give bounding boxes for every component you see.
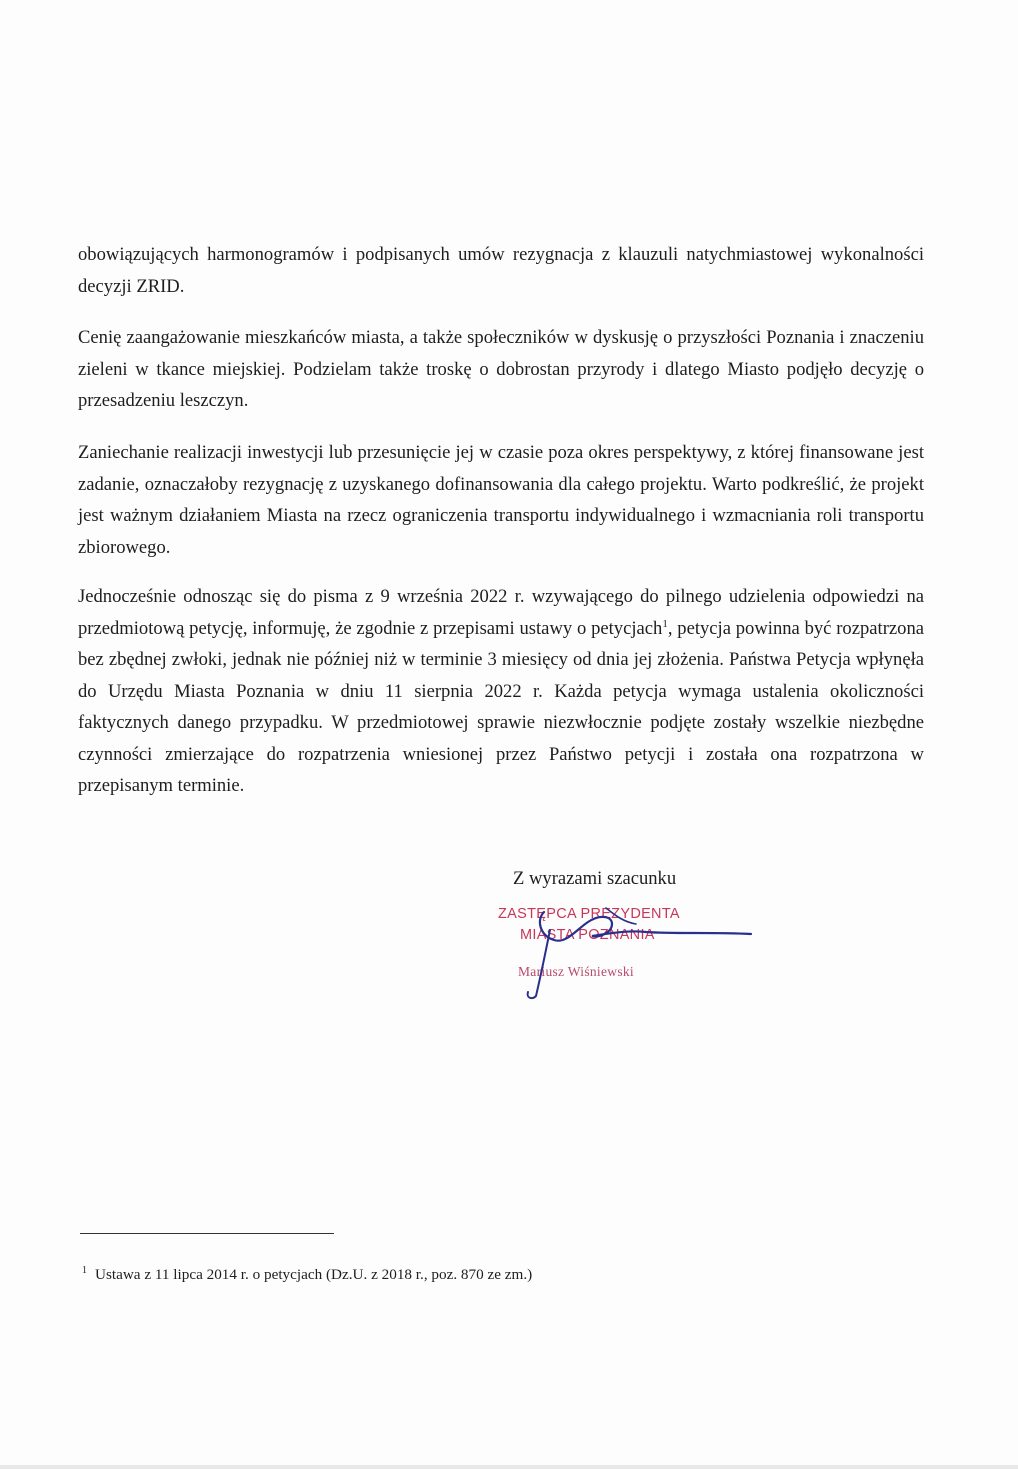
closing-salutation: Z wyrazami szacunku: [513, 868, 677, 889]
footnote-number: 1: [82, 1265, 87, 1276]
paragraph-1-text: obowiązujących harmonogramów i podpisanych umów rezygnacja z klauzuli natychmiastowej wykonalności decyzji ZRID.: [78, 244, 924, 297]
stamp-name: Mariusz Wiśniewski: [518, 964, 634, 979]
stamp-institution: MIASTA POZNANIA: [520, 927, 655, 943]
footnote-reference: 1: [662, 617, 668, 630]
paragraph-2: [78, 322, 924, 417]
paragraph-4-part-1: Jednocześnie odnosząc się do pisma z 9 września 2022 r. wzywającego do pilnego udzielenia odpowiedzi na przedmiotową petycję, informuję, że zgodnie z przepisami ustawy o petycjach: [78, 586, 924, 639]
paragraph-1: [78, 239, 924, 302]
stamp-title: ZASTĘPCA PREZYDENTA: [498, 906, 680, 922]
footnote-separator: [80, 1233, 334, 1234]
paragraph-3-text: Zaniechanie realizacji inwestycji lub przesunięcie jej w czasie poza okres perspektywy, z której finansowane jest zadanie, oznaczałoby rezygnację z uzyskanego dofinansowania dla całego projektu. Warto podkreślić, że projekt jest ważnym działaniem Miasta na rzecz ograniczenia transportu indywidualnego i wzmacniania roli transportu zbiorowego.: [78, 442, 924, 558]
paragraph-3: [78, 437, 924, 563]
footnote-text: Ustawa z 11 lipca 2014 r. o petycjach (Dz.U. z 2018 r., poz. 870 ze zm.): [95, 1266, 533, 1284]
paragraph-4-text: [78, 581, 924, 802]
page-bottom-edge: [0, 1465, 1018, 1469]
paragraph-2-text: Cenię zaangażowanie mieszkańców miasta, a także społeczników w dyskusję o przyszłości Poznania i znaczeniu zieleni w tkance miejskiej. Podzielam także troskę o dobrostan przyrody i dlatego Miasto podjęło decyzję o przesadzeniu leszczyn.: [78, 327, 924, 411]
paragraph-4-part-2: , petycja powinna być rozpatrzona bez zbędnej zwłoki, jednak nie później niż w terminie 3 miesięcy od dnia jej złożenia. Państwa Petycja wpłynęła do Urzędu Miasta Poznania w dniu 11 sierpnia 2022 r. Każda petycja wymaga ustalenia okoliczności faktycznych danego przypadku. W przedmiotowej sprawie niezwłocznie podjęte zostały wszelkie niezbędne czynności zmierzające do rozpatrzenia wniesionej przez Państwo petycji i została ona rozpatrzona w przepisanym terminie.: [78, 617, 924, 796]
paragraph-4: [78, 581, 924, 802]
footnote: [82, 1265, 532, 1284]
official-stamp: [496, 900, 766, 1010]
